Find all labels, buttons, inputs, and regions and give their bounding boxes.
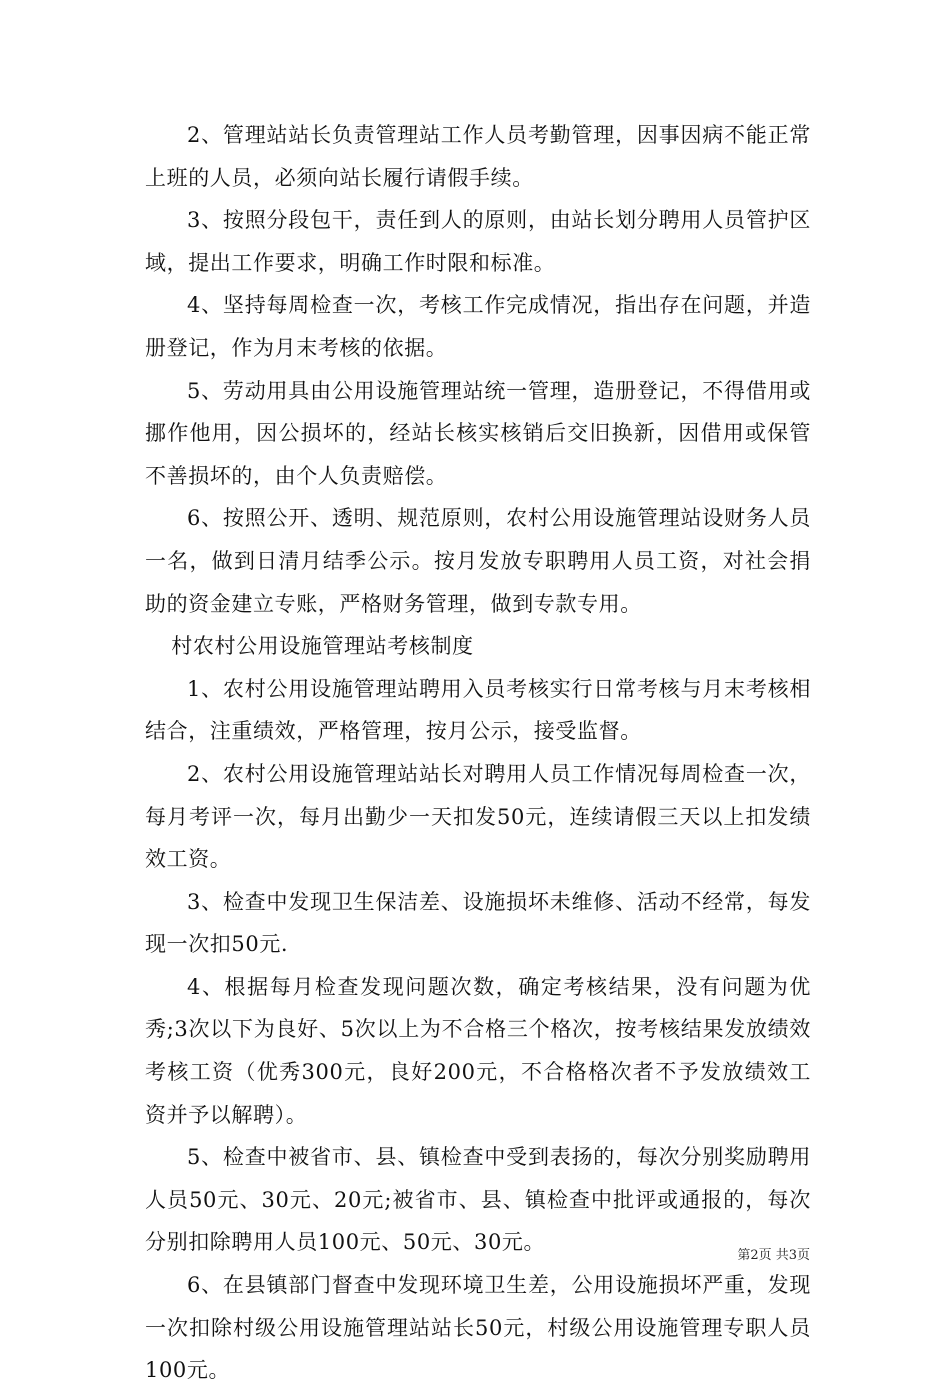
paragraph-2: 3、按照分段包干，责任到人的原则，由站长划分聘用人员管护区域，提出工作要求，明确工作时限和标准。 <box>145 208 811 275</box>
paragraph-10: 5、检查中被省市、县、镇检查中受到表扬的，每次分别奖励聘用人员50元、30元、20元;被省市、县、镇检查中批评或通报的，每次分别扣除聘用人员100元、50元、30元。 <box>145 1145 811 1255</box>
paragraph-8: 3、检查中发现卫生保洁差、设施损坏未维修、活动不经常，每发现一次扣50元. <box>145 889 811 957</box>
document-body <box>145 114 811 1392</box>
paragraph-4: 5、劳动用具由公用设施管理站统一管理，造册登记，不得借用或挪作他用，因公损坏的，经站长核实核销后交旧换新，因借用或保管不善损坏的，由个人负责赔偿。 <box>145 378 811 488</box>
paragraph-9: 4、根据每月检查发现问题次数，确定考核结果，没有问题为优秀;3次以下为良好、5次以上为不合格三个格次，按考核结果发放绩效考核工资（优秀300元，良好200元，不合格格次者不予发放绩效工资并予以解聘）。 <box>145 974 811 1127</box>
paragraph-5: 6、按照公开、透明、规范原则，农村公用设施管理站设财务人员一名，做到日清月结季公示。按月发放专职聘用人员工资，对社会捐助的资金建立专账，严格财务管理，做到专款专用。 <box>145 506 811 616</box>
paragraph-7: 2、农村公用设施管理站站长对聘用人员工作情况每周检查一次，每月考评一次，每月出勤少一天扣发50元，连续请假三天以上扣发绩效工资。 <box>145 761 811 872</box>
paragraph-6: 1、农村公用设施管理站聘用入员考核实行日常考核与月末考核相结合，注重绩效，严格管理，按月公示，接受监督。 <box>145 676 811 744</box>
paragraph-1: 2、管理站站长负责管理站工作人员考勤管理，因事因病不能正常上班的人员，必须向站长履行请假手续。 <box>145 123 811 190</box>
section-title: 村农村公用设施管理站考核制度 <box>171 634 474 659</box>
page-number: 第2页 共3页 <box>737 1248 810 1263</box>
paragraph-11: 6、在县镇部门督查中发现环境卫生差，公用设施损坏严重，发现一次扣除村级公用设施管理站站长50元，村级公用设施管理专职人员100元。 <box>145 1273 811 1383</box>
paragraph-3: 4、坚持每周检查一次，考核工作完成情况，指出存在问题，并造册登记，作为月末考核的依据。 <box>145 293 811 360</box>
